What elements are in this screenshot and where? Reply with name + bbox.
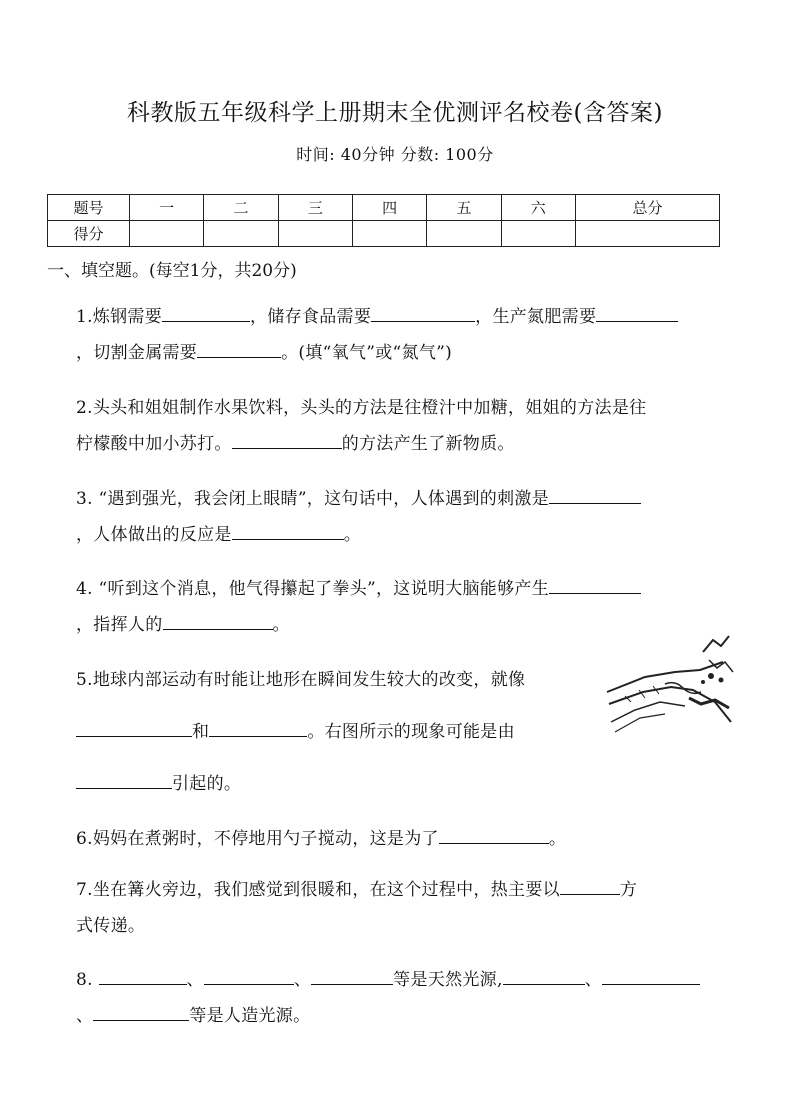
- question-5-line-2: 和 。右图所示的现象可能是由: [76, 714, 746, 750]
- answer-blank[interactable]: [204, 962, 294, 985]
- answer-blank[interactable]: [162, 299, 250, 322]
- header-cell: 六: [501, 195, 575, 221]
- answer-blank[interactable]: [209, 714, 307, 737]
- page-title: 科教版五年级科学上册期末全优测评名校卷(含答案): [127, 100, 663, 126]
- question-5-line-3: 引起的。: [76, 766, 746, 802]
- score-table-score-row: [48, 221, 720, 247]
- header-cell: 题号: [48, 195, 130, 221]
- header-cell: 四: [352, 195, 426, 221]
- score-cell[interactable]: [501, 221, 575, 247]
- earthquake-crack-illustration: [605, 632, 735, 737]
- header-cell: 一: [130, 195, 204, 221]
- answer-blank[interactable]: [560, 872, 620, 895]
- answer-blank[interactable]: [232, 426, 342, 449]
- score-cell[interactable]: [352, 221, 426, 247]
- answer-blank[interactable]: [371, 299, 475, 322]
- question-1: 1.炼钢需要 ，储存食品需要 ，生产氮肥需要 ，切割金属需要 。(填“氧气”或“氮气”): [76, 299, 746, 371]
- answer-blank[interactable]: [596, 299, 678, 322]
- question-3: 3. “遇到强光，我会闭上眼睛”，这句话中，人体遇到的刺激是 ，人体做出的反应是 。: [76, 481, 746, 553]
- answer-blank[interactable]: [549, 481, 641, 504]
- answer-blank[interactable]: [311, 962, 393, 985]
- header-cell: 总分: [575, 195, 719, 221]
- score-table-header-row: [48, 195, 720, 221]
- score-cell[interactable]: [130, 221, 204, 247]
- answer-blank[interactable]: [93, 998, 189, 1021]
- header-cell: 三: [278, 195, 352, 221]
- question-7: 7.坐在篝火旁边，我们感觉到很暖和，在这个过程中，热主要以 方 式传递。: [76, 872, 746, 944]
- exam-time-and-score: 时间: 40分钟 分数: 100分: [296, 145, 494, 164]
- question-5: 5.地球内部运动有时能让地形在瞬间发生较大的改变，就像: [76, 670, 526, 690]
- answer-blank[interactable]: [503, 962, 585, 985]
- question-4: 4. “听到这个消息，他气得攥起了拳头”，这说明大脑能够产生 ，指挥人的 。: [76, 571, 746, 643]
- score-table: [47, 194, 720, 247]
- section-heading-fill-in: 一、填空题。(每空1分，共20分): [47, 261, 297, 281]
- answer-blank[interactable]: [232, 517, 344, 540]
- answer-blank[interactable]: [76, 714, 192, 737]
- question-6: 6.妈妈在煮粥时，不停地用勺子搅动，这是为了 。: [76, 821, 746, 857]
- answer-blank[interactable]: [549, 571, 641, 594]
- score-cell[interactable]: [427, 221, 501, 247]
- answer-blank[interactable]: [197, 335, 281, 358]
- question-8: 8. 、 、 等是天然光源, 、 、 等是人造光源。: [76, 962, 746, 1034]
- answer-blank[interactable]: [439, 821, 549, 844]
- question-2: 2.头头和姐姐制作水果饮料，头头的方法是往橙汁中加糖，姐姐的方法是往 柠檬酸中加小苏打。 的方法产生了新物质。: [76, 398, 647, 454]
- answer-blank[interactable]: [602, 962, 700, 985]
- header-cell: 二: [204, 195, 278, 221]
- header-cell: 五: [427, 195, 501, 221]
- answer-blank[interactable]: [163, 607, 273, 630]
- row-label: 得分: [48, 221, 130, 247]
- score-cell[interactable]: [278, 221, 352, 247]
- answer-blank[interactable]: [99, 962, 187, 985]
- answer-blank[interactable]: [76, 766, 172, 789]
- score-cell[interactable]: [204, 221, 278, 247]
- score-cell[interactable]: [575, 221, 719, 247]
